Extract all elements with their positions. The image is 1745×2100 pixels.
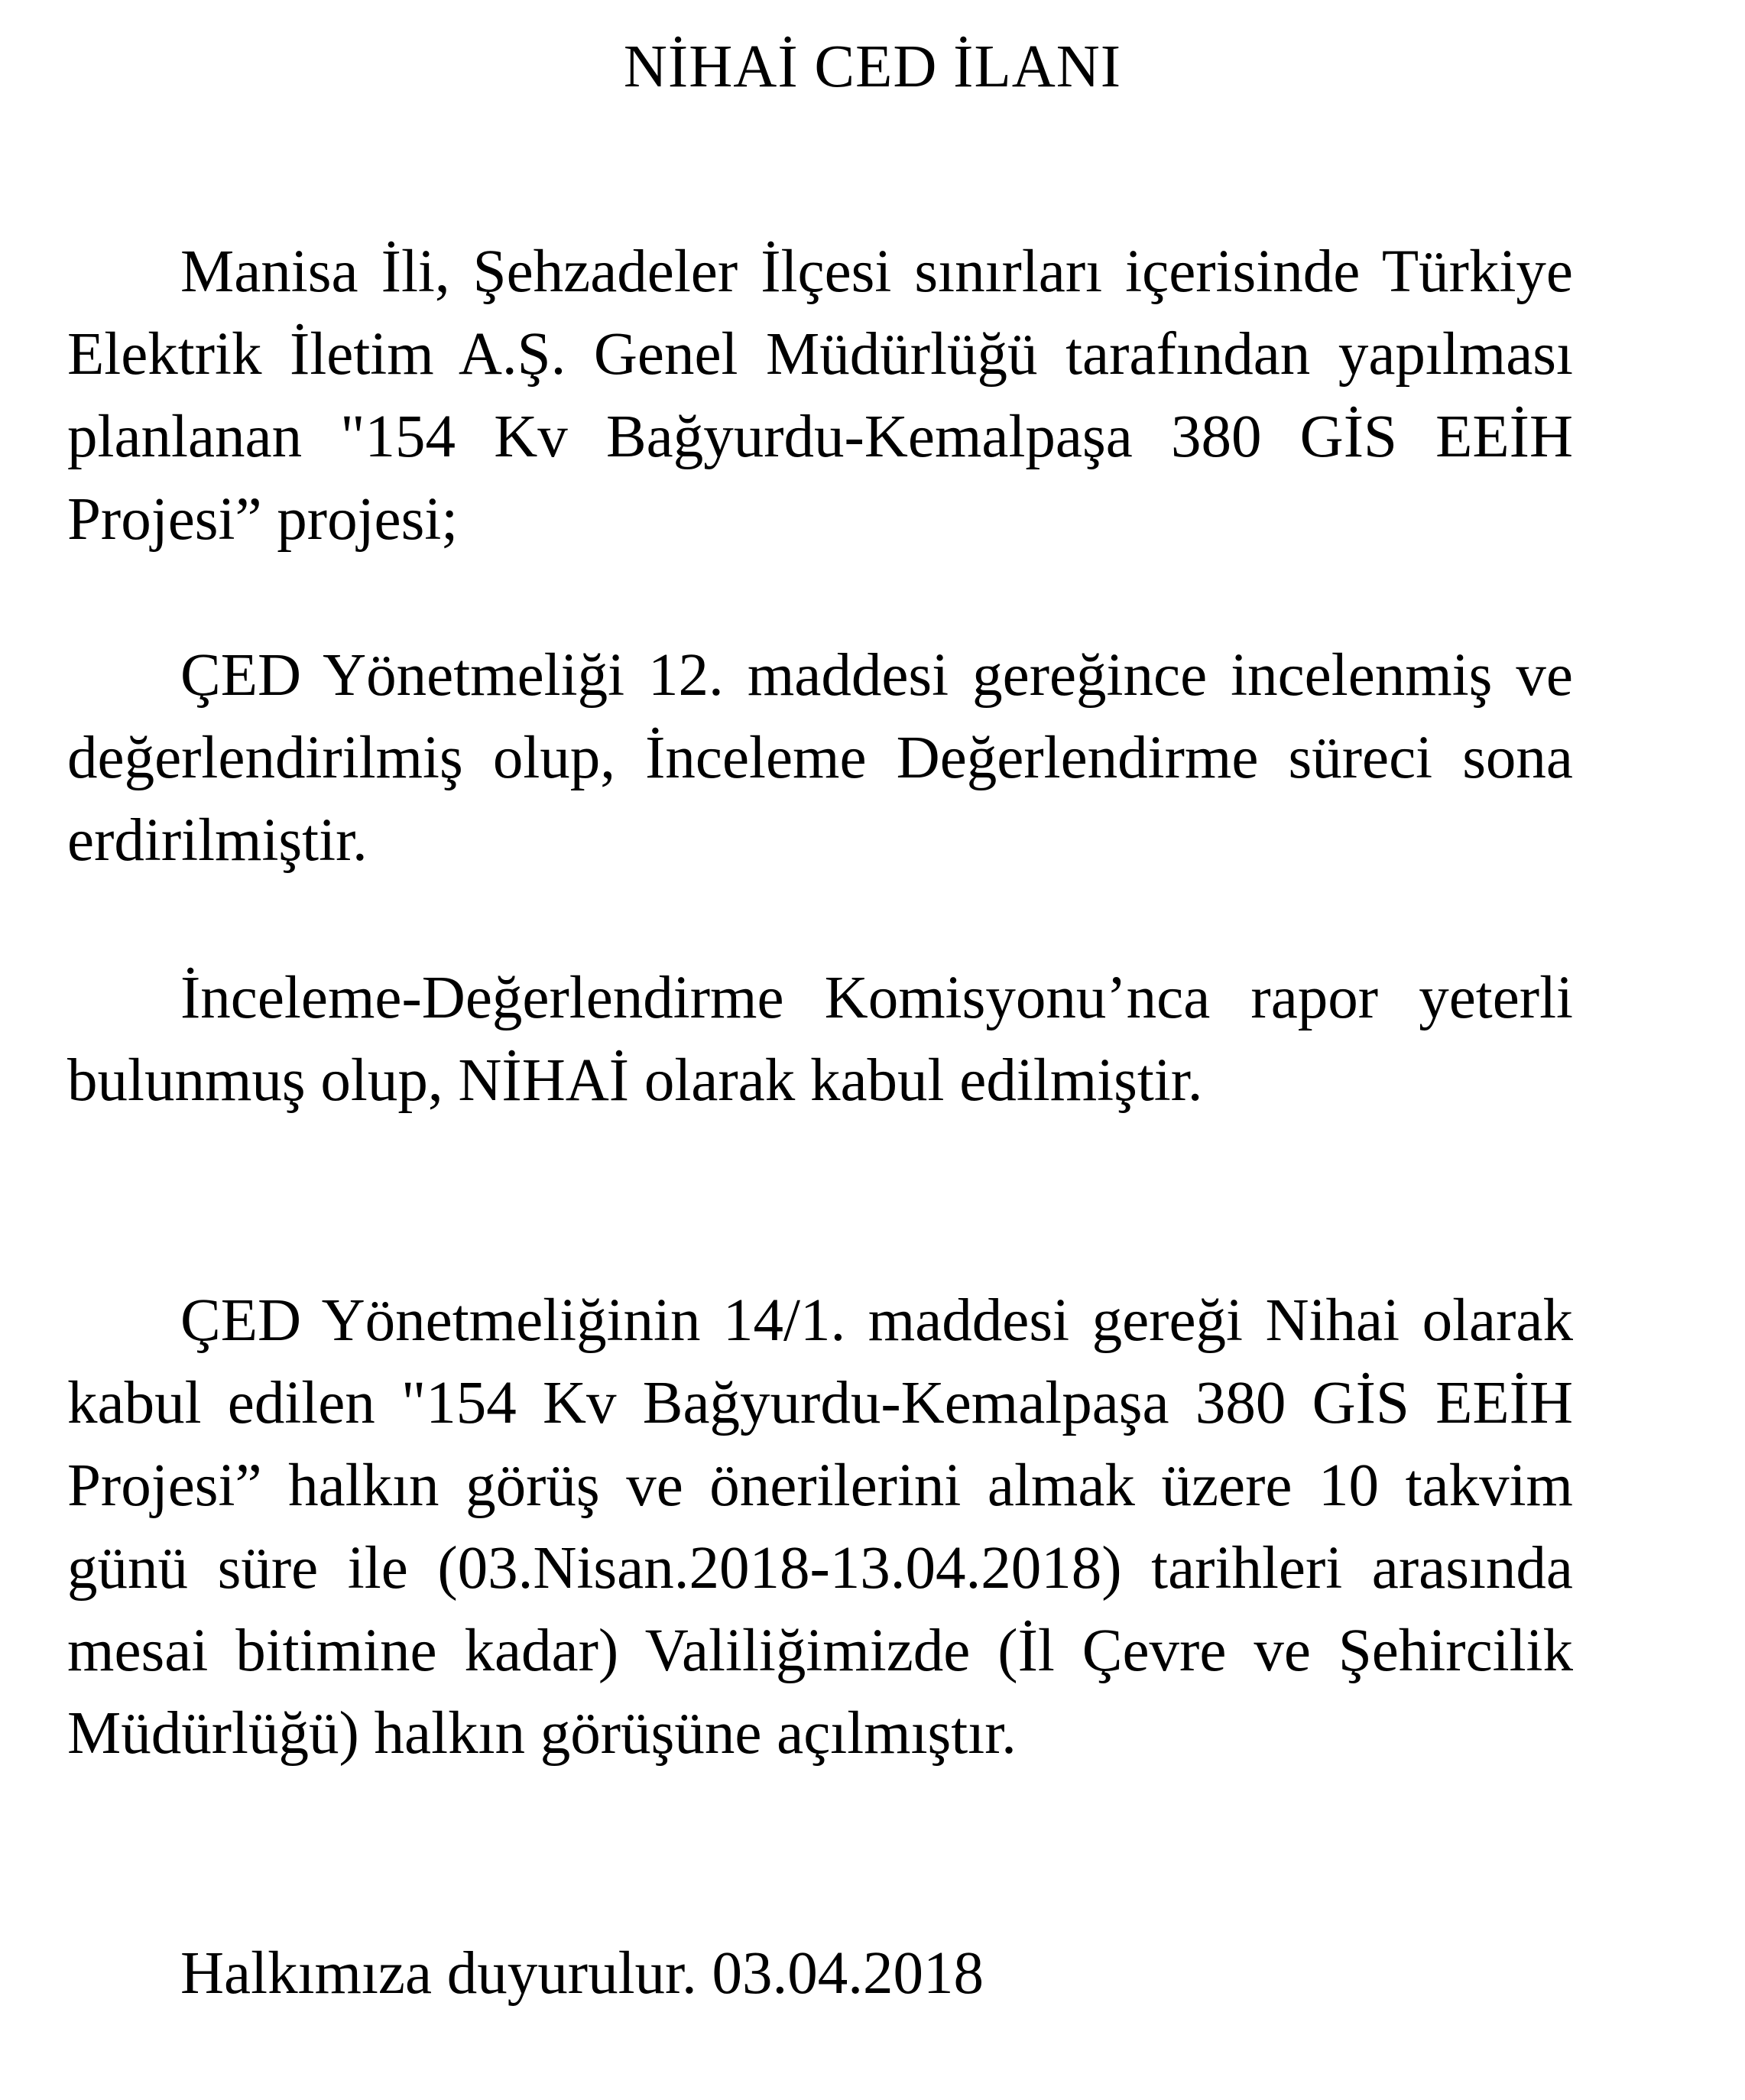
document-title: NİHAİ CED İLANI <box>623 34 1122 100</box>
paragraph-announcement-date: Halkımıza duyurulur. 03.04.2018 <box>180 1940 984 2007</box>
paragraph-public-review: ÇED Yönetmeliğinin 14/1. maddesi gereği Nihai olarak kabul edilen "154 Kv Bağyurdu-Kemalpaşa 380 GİS EEİH Projesi” halkın görüş ve önerilerini almak üzere 10 takvim günü süre ile (03.Nisan.2018-13.04.2018) tarihleri arasında mesai bitimine kadar) Valiliğimizde (İl Çevre ve Şehircilik Müdürlüğü) halkın görüşüne açılmıştır. <box>67 1287 1573 1767</box>
paragraph-commission-acceptance: İnceleme-Değerlendirme Komisyonu’nca rapor yeterli bulunmuş olup, NİHAİ olarak kabul edilmiştir. <box>67 965 1573 1114</box>
paragraph-project-intro: Manisa İli, Şehzadeler İlçesi sınırları içerisinde Türkiye Elektrik İletim A.Ş. Genel Müdürlüğü tarafından yapılması planlanan "154 Kv Bağyurdu-Kemalpaşa 380 GİS EEİH Projesi” projesi; <box>67 239 1573 553</box>
paragraph-review-completed: ÇED Yönetmeliği 12. maddesi gereğince incelenmiş ve değerlendirilmiş olup, İnceleme Değerlendirme süreci sona erdirilmiştir. <box>67 642 1573 874</box>
